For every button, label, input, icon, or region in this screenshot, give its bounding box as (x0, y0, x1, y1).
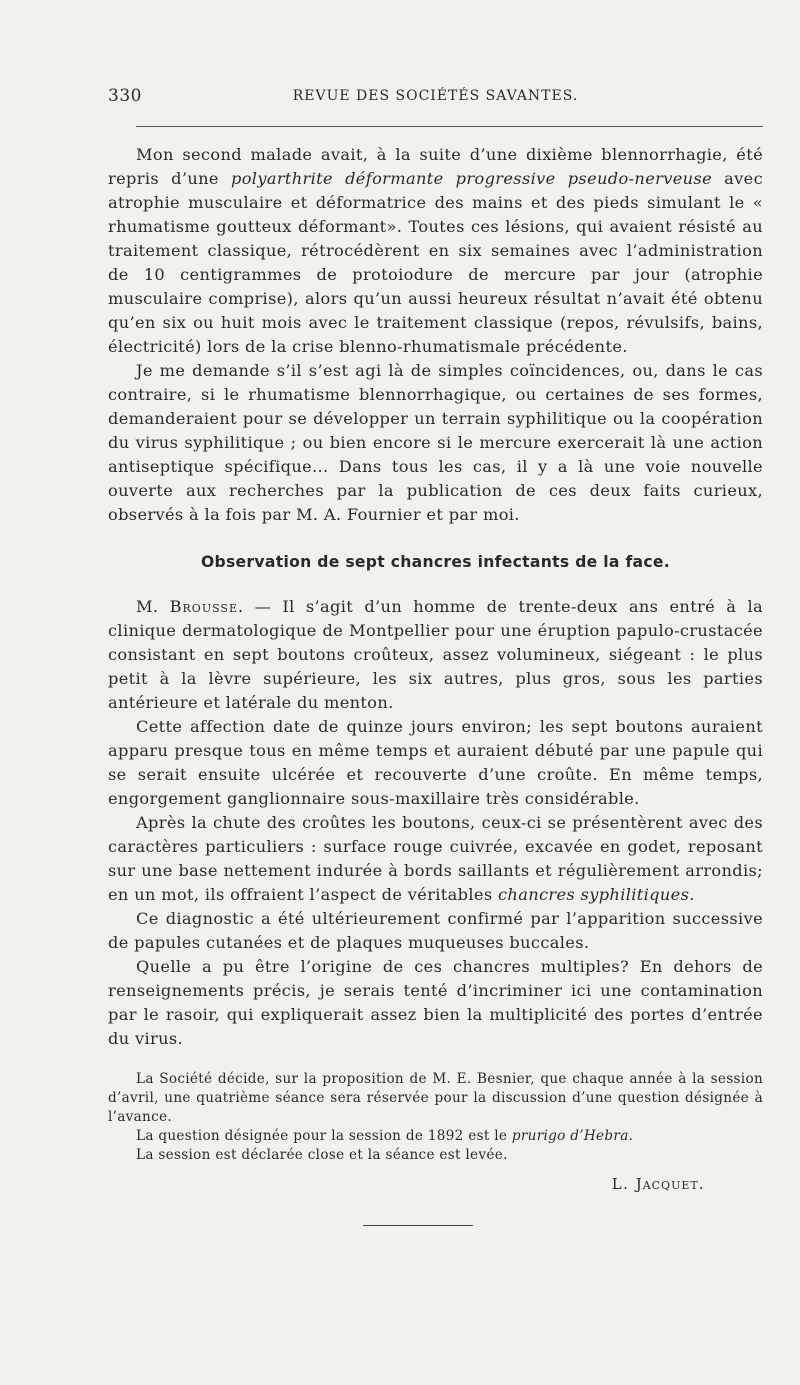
minutes-line-1: La Société décide, sur la proposition de M. E. Besnier, que chaque année à la session d’avril, une quatrième séance sera réservée pour la discussion d’une question désignée à l’avance. (108, 1071, 763, 1125)
body-text (108, 143, 763, 1051)
paragraph-1-italic: polyarthrite déformante progressive pseudo-nerveuse (231, 169, 712, 188)
paragraph-1 (108, 143, 763, 359)
minutes-line-3: La session est déclarée close et la séance est levée. (136, 1147, 508, 1163)
running-title: REVUE DES SOCIÉTÉS SAVANTES. (292, 88, 579, 104)
signature (108, 1175, 763, 1193)
paragraph-6: Ce diagnostic a été ultérieurement confirmé par l’apparition successive de papules cutanées et de plaques muqueuses buccales. (108, 909, 763, 952)
signature-name: Jacquet (635, 1175, 699, 1193)
paragraph-7: Quelle a pu être l’origine de ces chancres multiples? En dehors de renseignements précis, je serais tenté d’incriminer ici une contamination par le rasoir, qui expliquerait assez bien la multiplicité des portes d’entrée du virus. (108, 957, 763, 1048)
paragraph-5-italic: chancres syphilitiques (498, 885, 690, 904)
signature-end: . (698, 1175, 705, 1193)
minutes-line-2 (108, 1127, 763, 1146)
speaker-prefix: M. (136, 597, 170, 616)
paragraph-1-text-b: avec atrophie musculaire et déformatrice des mains et des pieds simulant le « rhumatisme goutteux déformant». Toutes ces lésions, qui avaient résisté au traitement classique, rétrocédèrent en six semaines avec l’administration de 10 centigrammes de protoiodure de mercure par jour (atrophie musculaire comprise), alors qu’un aussi heureux résultat n’avait été obtenu qu’en six ou huit mois avec le traitement classique (repos, révulsifs, bains, électricité) lors de la crise blenno-rhumatismale précédente. (108, 169, 763, 356)
paragraph-2: Je me demande s’il s’est agi là de simples coïncidences, ou, dans le cas contraire, si le rhumatisme blennorrhagique, ou certaines de ses formes, demanderaient pour se développer un terrain syphilitique ou la coopération du virus syphilitique ; ou bien encore si le mercure exercerait là une action antiseptique spécifique... Dans tous les cas, il y a là une voie nouvelle ouverte aux recherches par la publication de ces deux faits curieux, observés à la fois par M. A. Fournier et par moi. (108, 361, 763, 524)
minutes-line-2-italic: prurigo d’Hebra (511, 1128, 629, 1144)
minutes-line-2-text-b: . (628, 1128, 634, 1144)
minutes-line-2-text-a: La question désignée pour la session de 1892 est le (136, 1128, 512, 1144)
section-heading: Observation de sept chancres infectants de la face. (200, 553, 671, 571)
paragraph-1-text-a: Mon second malade avait, à la suite d’une dixième blennorrhagie, été repris d’une (108, 145, 763, 188)
closing-rule (363, 1225, 473, 1226)
document-page (108, 86, 763, 1226)
session-minutes (108, 1070, 763, 1165)
paragraph-3 (108, 595, 763, 715)
paragraph-5 (108, 811, 763, 907)
page-header (108, 86, 763, 110)
paragraph-4: Cette affection date de quinze jours environ; les sept boutons auraient apparu presque tous en même temps et auraient débuté par une papule qui se serait ensuite ulcérée et recouverte d’une croûte. En même temps, engorgement ganglionnaire sous-maxillaire très considérable. (108, 717, 763, 808)
signature-initial: L. (611, 1175, 636, 1193)
paragraph-3-text: . — Il s’agit d’un homme de trente-deux ans entré à la clinique dermatologique de Montpellier pour une éruption papulo-crustacée consistant en sept boutons croûteux, assez volumineux, siégeant : le plus petit à la lèvre supérieure, les six autres, plus gros, sous les parties antérieure et latérale du menton. (108, 597, 763, 712)
paragraph-5-text-b: . (689, 885, 695, 904)
paragraph-5-text-a: Après la chute des croûtes les boutons, ceux-ci se présentèrent avec des caractères particuliers : surface rouge cuivrée, excavée en godet, reposant sur une base nettement indurée à bords saillants et régulièrement arrondis; en un mot, ils offraient l’aspect de véritables (108, 813, 763, 904)
header-rule (136, 126, 763, 127)
speaker-name: Brousse (169, 597, 238, 616)
page-number: 330 (108, 86, 142, 106)
